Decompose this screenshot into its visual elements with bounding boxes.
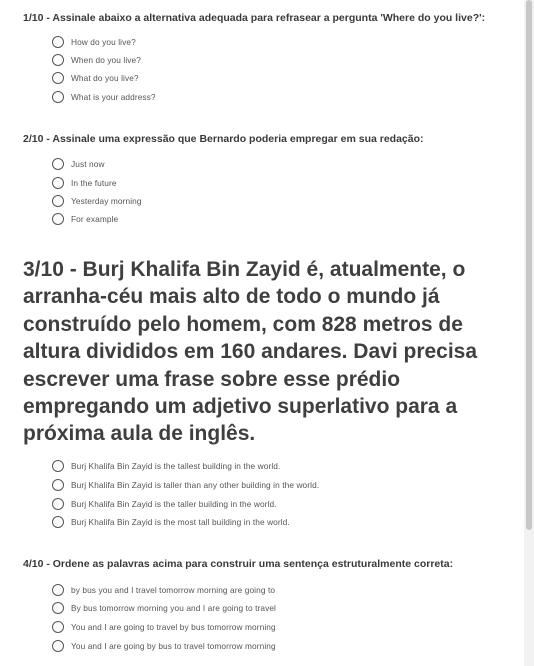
question-4-option-3[interactable] bbox=[52, 620, 276, 634]
question-4-option-1[interactable] bbox=[52, 583, 275, 597]
option-label: What is your address? bbox=[71, 92, 156, 102]
radio-button[interactable] bbox=[52, 72, 64, 84]
scrollbar-thumb[interactable] bbox=[526, 0, 532, 530]
radio-button[interactable] bbox=[52, 36, 64, 48]
radio-button[interactable] bbox=[52, 602, 64, 614]
question-4-option-2[interactable] bbox=[52, 601, 276, 615]
question-3-option-1[interactable] bbox=[52, 459, 280, 473]
option-label: How do you live? bbox=[71, 37, 136, 47]
radio-button[interactable] bbox=[52, 640, 64, 652]
question-1-option-2[interactable] bbox=[52, 53, 141, 67]
option-label: What do you live? bbox=[71, 73, 139, 83]
question-3-option-3[interactable] bbox=[52, 497, 277, 511]
question-1-title: 1/10 - Assinale abaixo a alternativa adequada para refrasear a pergunta 'Where do you live?': bbox=[23, 12, 486, 24]
radio-button[interactable] bbox=[52, 460, 64, 472]
radio-button[interactable] bbox=[52, 213, 64, 225]
radio-button[interactable] bbox=[52, 584, 64, 596]
question-2-option-1[interactable] bbox=[52, 157, 105, 171]
radio-button[interactable] bbox=[52, 195, 64, 207]
question-3-option-4[interactable] bbox=[52, 515, 290, 529]
option-label: For example bbox=[71, 214, 119, 224]
question-1-option-4[interactable] bbox=[52, 90, 156, 104]
option-label: Burj Khalifa Bin Zayid is the tallest building in the world. bbox=[71, 461, 281, 471]
radio-button[interactable] bbox=[52, 479, 64, 491]
radio-button[interactable] bbox=[52, 54, 64, 66]
option-label: When do you live? bbox=[71, 55, 141, 65]
question-4-title: 4/10 - Ordene as palavras acima para construir uma sentença estruturalmente correta: bbox=[23, 558, 454, 570]
question-2-option-2[interactable] bbox=[52, 176, 117, 190]
option-label: by bus you and I travel tomorrow morning are going to bbox=[71, 585, 276, 595]
question-3-title: 3/10 - Burj Khalifa Bin Zayid é, atualmente, o arranha-céu mais alto de todo o mundo já construído pelo homem, com 828 metros de altura divididos em 160 andares. Davi precisa escrever uma frase sobre esse prédio empregando um adjetivo superlativo para a próxima aula de inglês. bbox=[23, 258, 478, 446]
option-label: In the future bbox=[71, 178, 117, 188]
radio-button[interactable] bbox=[52, 177, 64, 189]
radio-button[interactable] bbox=[52, 516, 64, 528]
question-2-option-4[interactable] bbox=[52, 212, 118, 226]
option-label: You and I are going by bus to travel tomorrow morning bbox=[71, 641, 276, 651]
question-2-option-3[interactable] bbox=[52, 194, 142, 208]
question-1-option-1[interactable] bbox=[52, 35, 136, 49]
option-label: Yesterday morning bbox=[71, 196, 142, 206]
option-label: By bus tomorrow morning you and I are going to travel bbox=[71, 603, 276, 613]
vertical-scrollbar[interactable] bbox=[524, 0, 534, 666]
radio-button[interactable] bbox=[52, 91, 64, 103]
question-4-option-4[interactable] bbox=[52, 639, 276, 653]
option-label: Just now bbox=[71, 159, 105, 169]
option-label: Burj Khalifa Bin Zayid is taller than any other building in the world. bbox=[71, 480, 320, 490]
question-3-option-2[interactable] bbox=[52, 478, 319, 492]
radio-button[interactable] bbox=[52, 158, 64, 170]
radio-button[interactable] bbox=[52, 498, 64, 510]
question-1-option-3[interactable] bbox=[52, 71, 139, 85]
question-2-title: 2/10 - Assinale uma expressão que Bernardo poderia empregar em sua redação: bbox=[23, 133, 424, 145]
option-label: Burj Khalifa Bin Zayid is the taller building in the world. bbox=[71, 499, 277, 509]
option-label: You and I are going to travel by bus tomorrow morning bbox=[71, 622, 276, 632]
radio-button[interactable] bbox=[52, 621, 64, 633]
option-label: Burj Khalifa Bin Zayid is the most tall building in the world. bbox=[71, 517, 290, 527]
